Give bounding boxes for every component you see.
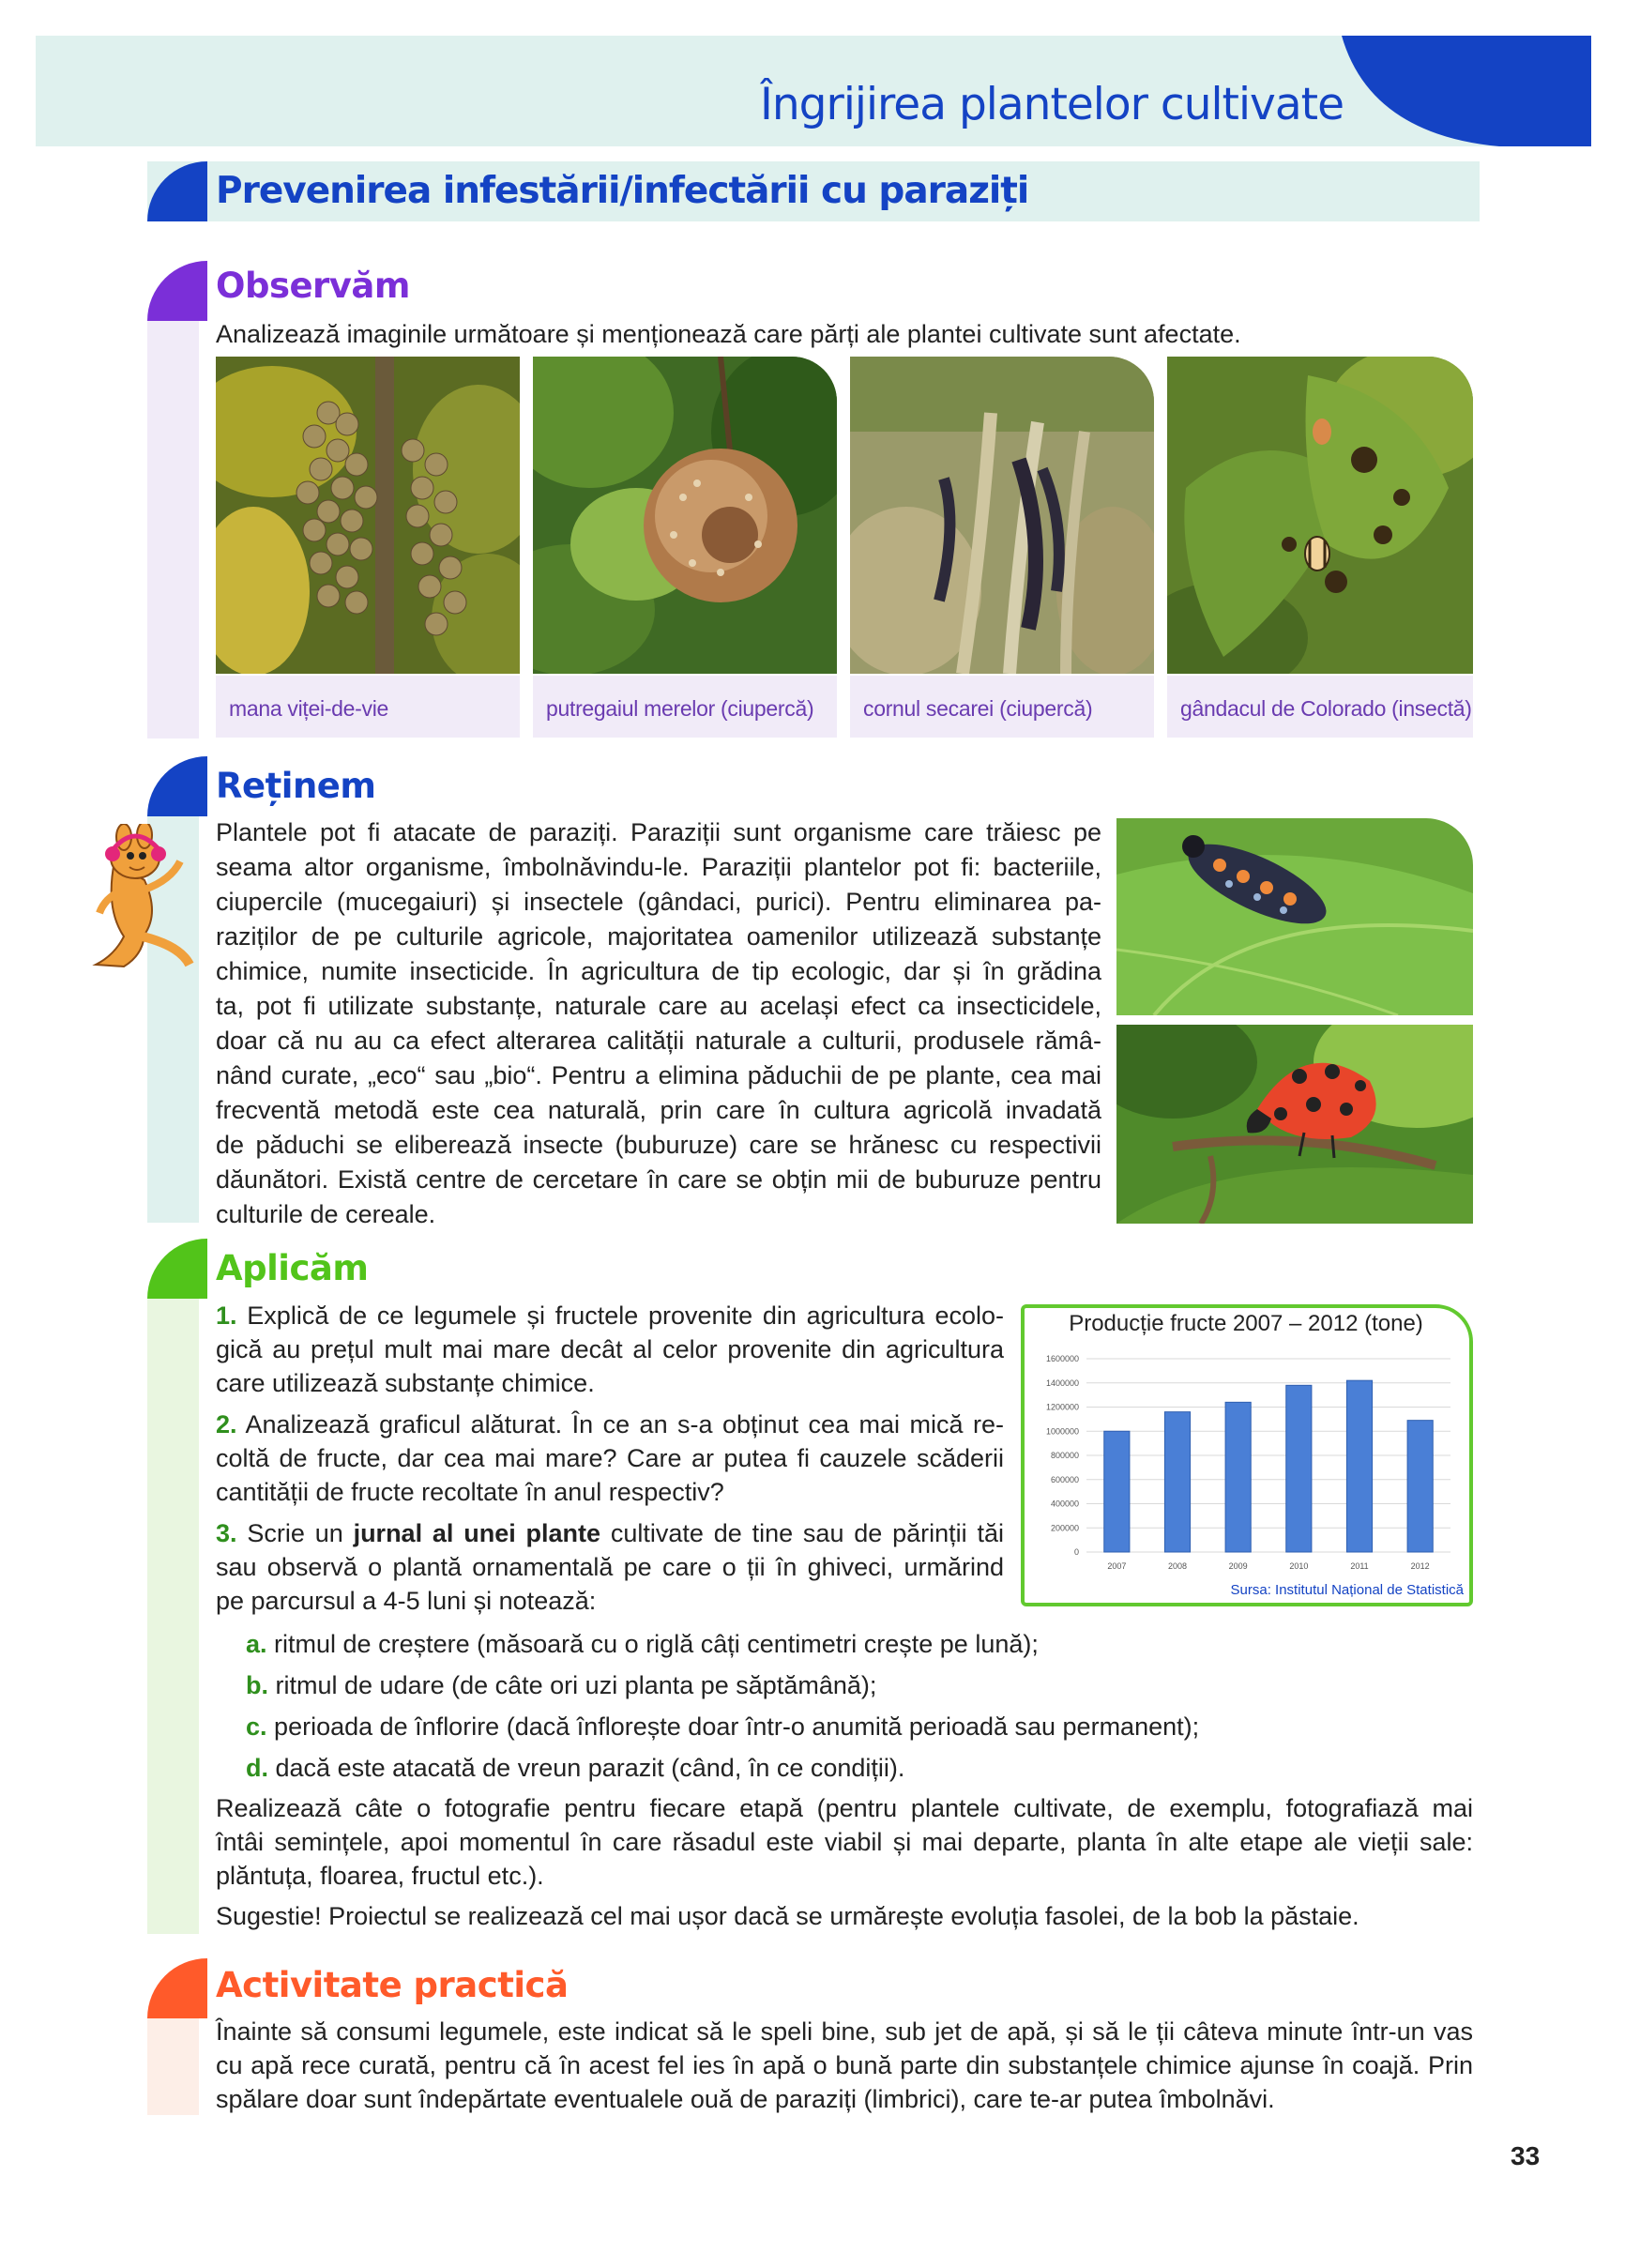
chart-bar [1164, 1412, 1190, 1552]
x-tick-label: 2011 [1350, 1561, 1369, 1571]
chart-bar [1104, 1431, 1130, 1552]
page-title: Îngrijirea plantelor cultivate [760, 79, 1344, 130]
list-item [246, 1665, 1466, 1706]
y-tick-label: 1600000 [1045, 1354, 1079, 1363]
retinem-line: frecventă metodă este cea naturală, prin care în cultura agricolă invadată [216, 1096, 1101, 1124]
item-text: perioada de înflorire (dacă înflorește doar într-o anumită perioadă sau permanent); [274, 1712, 1200, 1741]
q2-line: coltă de fructe, dar cea mai mare? Care ar putea fi cauzele scăderii [216, 1444, 1004, 1472]
q3-line: sau observă o plantă ornamentală pe care o ții în ghiveci, urmărind [216, 1553, 1004, 1581]
aplicam-paragraph [216, 1791, 1473, 1893]
activitate-text [216, 2015, 1473, 2116]
photo-ladybug [1116, 1025, 1473, 1224]
x-tick-label: 2008 [1167, 1561, 1188, 1571]
q3-number: 3. [216, 1519, 237, 1547]
item-letter: d. [246, 1754, 268, 1782]
aplicam-suggestion: Sugestie! Proiectul se realizează cel mai ușor dacă se urmărește evoluția fasolei, de la bob la păstaie. [216, 1902, 1359, 1930]
chart-bar [1225, 1402, 1251, 1552]
retinem-line: ciupercile (mucegaiuri) și insectele (gândaci, purici). Pentru eliminarea pa- [216, 888, 1101, 916]
q3-line: pe parcursul a 4-5 luni și notează: [216, 1587, 597, 1615]
retinem-line: nând curate, „eco“ sau „bio“. Pentru a elimina păduchii de pe plante, cea mai [216, 1061, 1101, 1089]
chart-bar [1407, 1421, 1433, 1552]
para-line: plăntuța, floarea, fructul etc.). [216, 1862, 544, 1890]
q1-line: gică au prețul mult mai mare decât al celor provenite din agricultura [216, 1335, 1004, 1363]
y-tick-label: 1200000 [1045, 1402, 1079, 1412]
x-tick-label: 2007 [1107, 1561, 1127, 1571]
retinem-line: de păduchi se eliberează insecte (buburuze) care se hrănesc cu respectivii [216, 1131, 1101, 1159]
retinem-line: raziților de pe culturile agricole, majoritatea oamenilor utilizează substanțe [216, 922, 1101, 951]
chart-title: Producție fructe 2007 – 2012 (tone) [1069, 1311, 1423, 1336]
activitate-sidebar [147, 2018, 199, 2115]
photo-grape-mildew [216, 357, 520, 674]
aplicam-q1 [216, 1299, 1004, 1400]
chart-bar [1346, 1380, 1372, 1552]
bar-chart [1028, 1344, 1466, 1580]
q3-bold-text: jurnal al unei plante [353, 1519, 601, 1547]
retinem-text [216, 815, 1101, 1232]
y-tick-label: 200000 [1050, 1523, 1079, 1533]
caption-apple: putregaiul merelor (ciupercă) [533, 676, 837, 738]
y-tick-label: 0 [1073, 1547, 1079, 1557]
item-text: dacă este atacată de vreun parazit (când, în ce condiții). [275, 1754, 905, 1782]
item-letter: a. [246, 1630, 267, 1658]
q1-line: Explică de ce legumele și fructele provenite din agricultura ecolo- [247, 1301, 1004, 1330]
page-number: 33 [1511, 2141, 1541, 2170]
photo-rye-ergot [850, 357, 1154, 674]
y-tick-label: 400000 [1050, 1499, 1079, 1509]
caption-grape: mana viței-de-vie [216, 676, 520, 738]
aplicam-sidebar [147, 1299, 199, 1934]
kangaroo-mascot-icon [86, 824, 197, 974]
retinem-line: Plantele pot fi atacate de paraziți. Paraziții sunt organisme care trăiesc pe [216, 818, 1101, 846]
y-tick-label: 600000 [1050, 1474, 1079, 1484]
caption-rye: cornul secarei (ciupercă) [850, 676, 1154, 738]
retinem-line: dăunători. Există centre de cercetare în care se obțin mii de buburuze pentru [216, 1165, 1101, 1194]
q2-number: 2. [216, 1410, 237, 1438]
item-letter: c. [246, 1712, 267, 1741]
q3-text: cultivate de tine sau de părinții tăi [610, 1519, 1004, 1547]
item-text: ritmul de creștere (măsoară cu o riglă câți centimetri crește pe lună); [274, 1630, 1039, 1658]
item-letter: b. [246, 1671, 268, 1699]
q2-line: cantității de fructe recoltate în anul respectiv? [216, 1478, 724, 1506]
retinem-heading: Reținem [216, 766, 376, 806]
q2-line: Analizează graficul alăturat. În ce an s-a obținut cea mai mică re- [245, 1410, 1004, 1438]
item-text: ritmul de udare (de câte ori uzi planta pe săptămână); [275, 1671, 877, 1699]
retinem-line: ta, pot fi utilizate substanțe, naturale care au același efect ca insecticidele, [216, 992, 1101, 1020]
y-tick-label: 800000 [1050, 1451, 1079, 1460]
section-title: Prevenirea infestării/infectării cu paraziți [216, 170, 1029, 212]
para-line: întâi semințele, apoi momentul în care răsadul este viabil și mai departe, planta în alte etape ale vieții sale: [216, 1828, 1473, 1856]
aplicam-q3 [216, 1516, 1004, 1618]
observam-quarter-circle [147, 261, 207, 321]
retinem-line: doar că nu au ca efect alterarea calității naturale a culturii, produsele rămâ- [216, 1027, 1101, 1055]
observam-instruction: Analizează imaginile următoare și menționează care părți ale plantei cultivate sunt afectate. [216, 320, 1241, 348]
para-line: Realizează câte o fotografie pentru fiecare etapă (pentru plantele cultivate, de exemplu, fotografiază mai [216, 1794, 1473, 1822]
retinem-line: culturile de cereale. [216, 1200, 436, 1228]
q3-text: Scrie un [247, 1519, 343, 1547]
x-tick-label: 2010 [1289, 1561, 1309, 1571]
photo-ladybug-larva [1116, 818, 1473, 1015]
q1-number: 1. [216, 1301, 237, 1330]
retinem-quarter-circle [147, 756, 207, 816]
chart-bar [1286, 1385, 1312, 1552]
activitate-heading: Activitate practică [216, 1965, 569, 2005]
list-item [246, 1706, 1466, 1747]
list-item [246, 1747, 1466, 1789]
header-corner-decoration [1342, 36, 1591, 146]
list-item [246, 1623, 1466, 1665]
activitate-line: cu apă rece curată, pentru că în acest fel ies în apă o bună parte din substanțele chimice ajunse în coajă. Prin [216, 2051, 1473, 2079]
q1-line: care utilizează substanțe chimice. [216, 1369, 595, 1397]
aplicam-subitems [246, 1623, 1466, 1789]
activitate-line: spălare doar sunt îndepărtate eventualele ouă de paraziți (limbrici), care te-ar putea îmbolnăvi. [216, 2085, 1275, 2113]
caption-beetle: gândacul de Colorado (insectă) [1167, 676, 1473, 738]
aplicam-heading: Aplicăm [216, 1248, 369, 1288]
photo-colorado-beetle [1167, 357, 1473, 674]
aplicam-q2 [216, 1408, 1004, 1509]
x-tick-label: 2009 [1228, 1561, 1248, 1571]
retinem-line: seama altor organisme, îmbolnăvindu-le. Paraziții plantelor pot fi: bacteriile, [216, 853, 1101, 881]
y-tick-label: 1000000 [1045, 1426, 1079, 1437]
photo-apple-rot [533, 357, 837, 674]
section-quarter-circle [147, 161, 209, 221]
retinem-line: chimice, numite insecticide. În agricultura de tip ecologic, dar și în grădina [216, 957, 1101, 985]
x-tick-label: 2012 [1410, 1561, 1430, 1571]
observam-sidebar [147, 321, 199, 738]
observam-heading: Observăm [216, 266, 410, 306]
y-tick-label: 1400000 [1045, 1378, 1079, 1388]
chart-source: Sursa: Institutul Național de Statistică [1230, 1582, 1464, 1598]
aplicam-quarter-circle [147, 1239, 207, 1299]
activitate-line: Înainte să consumi legumele, este indicat să le speli bine, sub jet de apă, și să le ții câteva minute într-un vas [216, 2017, 1473, 2046]
activitate-quarter-circle [147, 1958, 207, 2018]
